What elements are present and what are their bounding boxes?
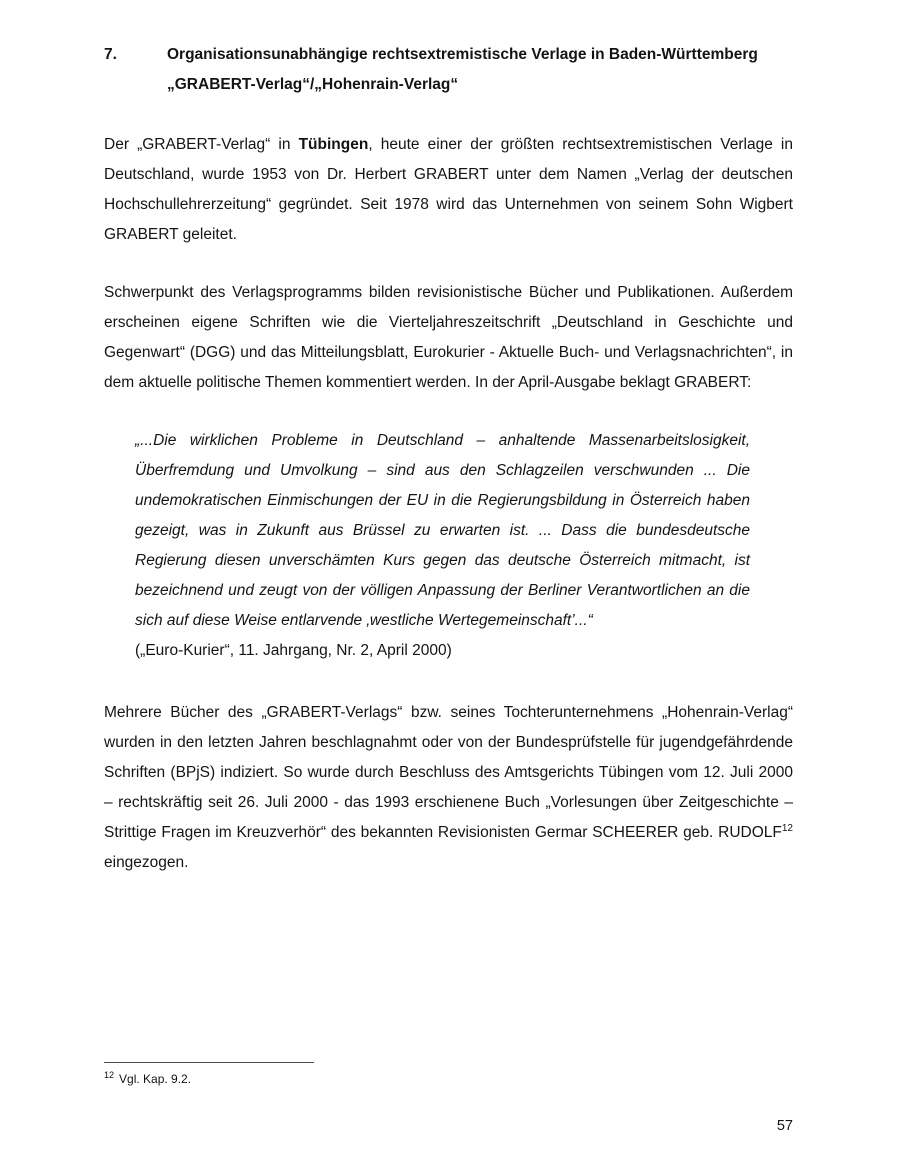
- heading-number: 7.: [104, 46, 117, 63]
- heading-body: [167, 40, 793, 100]
- footnote-divider: [104, 1062, 314, 1063]
- quote-text: „...Die wirklichen Probleme in Deutschland – anhaltende Massenarbeitslosigkeit, Überfremdung und Umvolkung – sind aus den Schlagzeilen verschwunden ... Die undemokratischen Einmischungen der EU in die Regierungsbildung in Österreich haben gezeigt, was in Zukunft aus Brüssel zu erwarten ist. ... Dass die bundesdeutsche Regierung diesen unverschämten Kurs gegen das deutsche Österreich mitmacht, ist bezeichnend und zeugt von der völligen Anpassung der Berliner Verantwortlichen an die sich auf diese Weise entlarvende ‚westliche Wertegemeinschaft’...“: [135, 432, 750, 629]
- bold-tuebingen: Tübingen: [298, 136, 369, 153]
- page-footer: [104, 1062, 793, 1136]
- paragraph-beschlagnahmt: [104, 698, 793, 878]
- heading-subtitle: „GRABERT-Verlag“/„Hohenrain-Verlag“: [167, 76, 459, 93]
- footnote: [104, 1070, 793, 1088]
- paragraph-text: eingezogen.: [104, 854, 189, 871]
- footnote-text: Vgl. Kap. 9.2.: [119, 1072, 192, 1086]
- footnote-marker: 12: [104, 1070, 115, 1080]
- page-number: 57: [776, 1118, 793, 1134]
- heading-title: Organisationsunabhängige rechtsextremistische Verlage in Baden-Württemberg: [167, 46, 758, 63]
- blockquote: [135, 426, 750, 666]
- paragraph-grabert-intro: [104, 130, 793, 250]
- paragraph-verlagsprogramm: Schwerpunkt des Verlagsprogramms bilden revisionistische Bücher und Publikationen. Außerdem erscheinen eigene Schriften wie die Vierteljahreszeitschrift „Deutschland in Geschichte und Gegenwart“ (DGG) und das Mitteilungsblatt, Eurokurier - Aktuelle Buch- und Verlagsnachrichten“, in dem aktuelle politische Themen kommentiert werden. In der April-Ausgabe beklagt GRABERT:: [104, 284, 793, 391]
- paragraph-text: Mehrere Bücher des „GRABERT-Verlags“ bzw. seines Tochterunternehmens „Hohenrain-Verlag“ wurden in den letzten Jahren beschlagnahmt oder von der Bundesprüfstelle für jugendgefährdende Schriften (BPjS) indiziert. So wurde durch Beschluss des Amtsgerichts Tübingen vom 12. Juli 2000 – rechtskräftig seit 26. Juli 2000 - das 1993 erschienene Buch „Vorlesungen über Zeitgeschichte – Strittige Fragen im Kreuzverhör“ des bekannten Revisionisten Germar SCHEERER geb. RUDOLF: [104, 704, 793, 841]
- quote-citation: („Euro-Kurier“, 11. Jahrgang, Nr. 2, April 2000): [135, 642, 452, 659]
- footnote-reference: 12: [781, 822, 793, 834]
- paragraph-text: Der „GRABERT-Verlag“ in: [104, 136, 299, 153]
- section-heading: [104, 40, 793, 100]
- paragraph-text: , heute einer der größten rechtsextremistischen Verlage in Deutschland, wurde 1953 von Dr. Herbert GRABERT unter dem Namen „Verlag der deutschen Hochschullehrerzeitung“ gegründet. Seit 1978 wird das Unternehmen von seinem Sohn Wigbert GRABERT geleitet.: [104, 136, 793, 243]
